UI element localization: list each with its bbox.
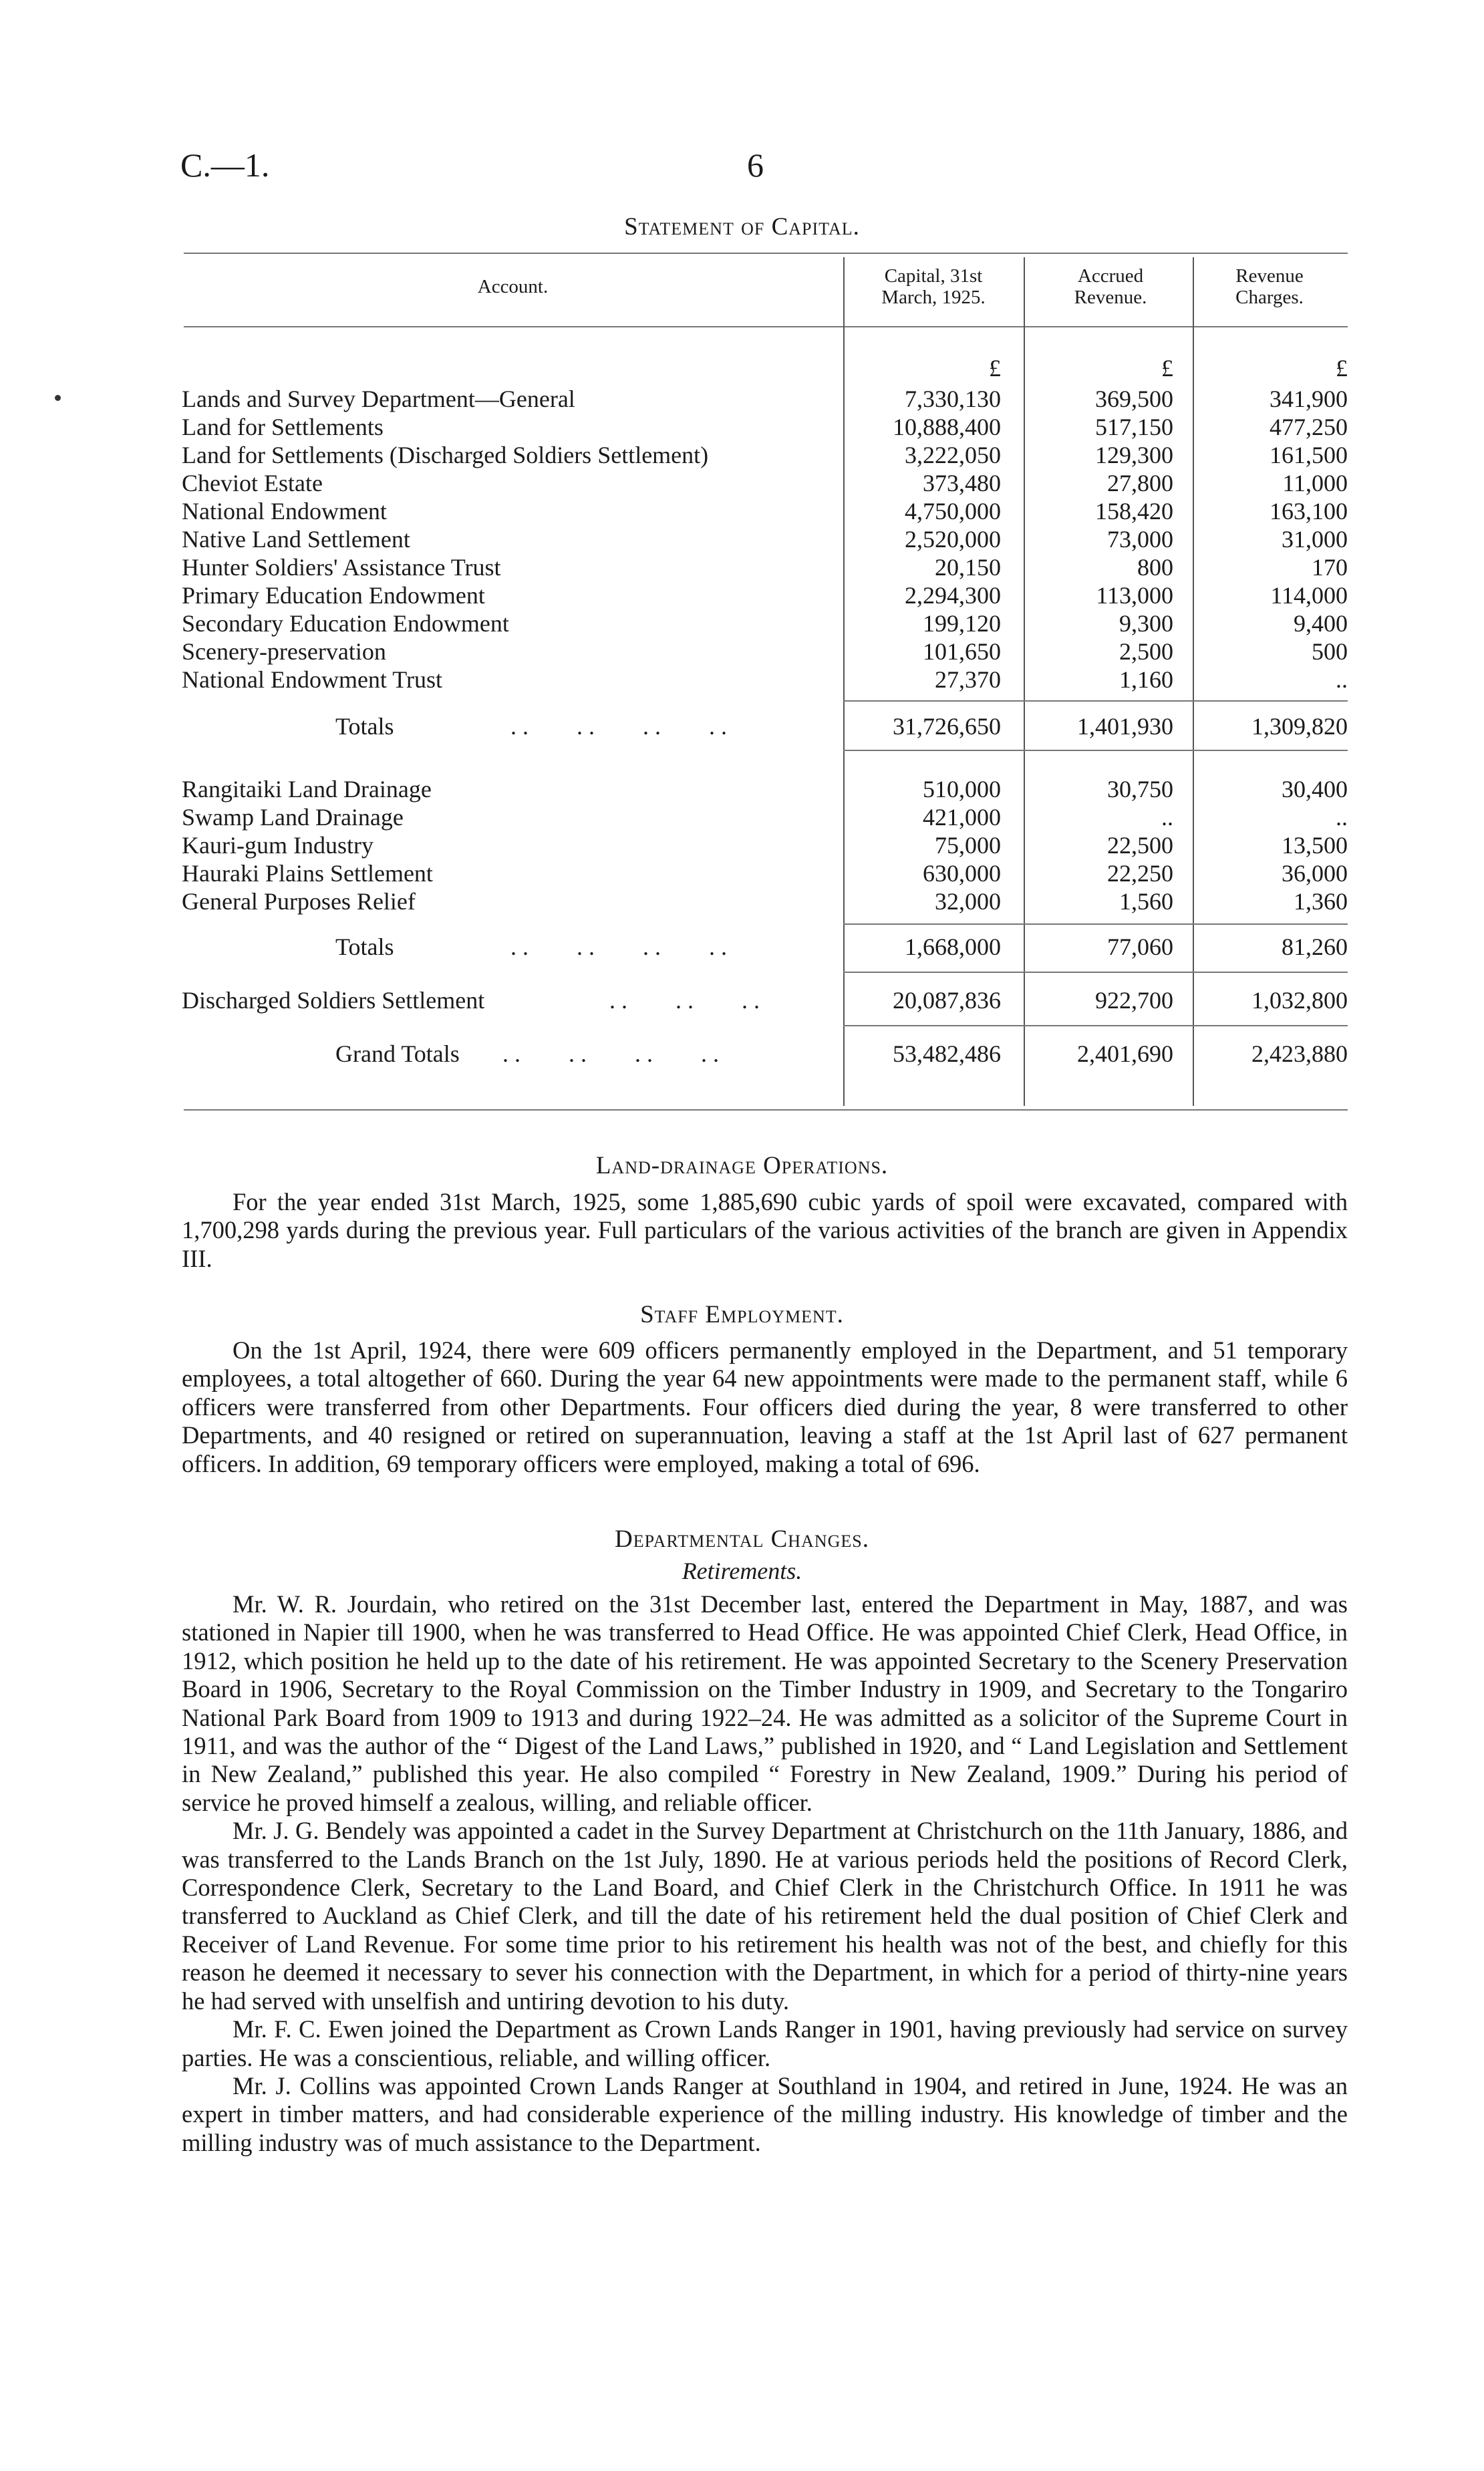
capital-title: Statement of Capital. <box>624 213 860 241</box>
accrued-value: 27,800 <box>1107 470 1173 496</box>
capital-value: 199,120 <box>923 610 1001 637</box>
col-head-accrued: Accrued Revenue. <box>1074 265 1147 308</box>
retirement-paragraph-collins: Mr. J. Collins was appointed Crown Lands Ranger at Southland in 1904, and retired in June, 1924. He was an expert in timber matters, and had considerable experience of the milling industry. His knowledge of timber and the milling industry was of much assistance to the Department. <box>182 2071 1348 2156</box>
accrued-value: 113,000 <box>1096 582 1173 609</box>
charges-value: 341,900 <box>1270 386 1348 412</box>
retirement-paragraph-jourdain: Mr. W. R. Jourdain, who retired on the 31st December last, entered the Department in May, 1887, and was stationed in Napier till 1900, when he was transferred to Head Office. He was appointed Chief Clerk, Head Office, in 1912, which position he held up to the date of his retirement. He was appointed Secretary to the Scenery Preservation Board in 1906, Secretary to the Royal Commission on the Timber Industry in 1909, and Secretary to the Tongariro National Park Board from 1909 to 1913 and during 1922–24. He was admitted as a solicitor of the Supreme Court in 1911, and was the author of the “ Digest of the Land Laws,” published in 1920, and “ Land Legislation and Settlement in New Zealand,” published this year. He also compiled “ Forestry in New Zealand, 1909.” During his period of service he proved himself a zealous, willing, and reliable officer. <box>182 1590 1348 1816</box>
margin-dot <box>55 395 61 401</box>
account-name: Hauraki Plains Settlement <box>182 860 433 887</box>
account-name: Kauri-gum Industry <box>182 832 374 859</box>
totals1-label: Totals <box>335 713 394 740</box>
charges-value: 500 <box>1312 638 1348 665</box>
table-row <box>182 525 1348 553</box>
charges-value: 31,000 <box>1282 526 1348 553</box>
table-row <box>182 553 1348 581</box>
grand-totals-leader: . . . . . . . . <box>502 1040 719 1067</box>
retirement-paragraph-bendely: Mr. J. G. Bendely was appointed a cadet in the Survey Department at Christchurch on the 11th January, 1886, and was transferred to the Lands Branch on the 1st July, 1890. He at various periods held the positions of Record Clerk, Correspondence Clerk, Secretary to the Land Board, and Chief Clerk in the Christchurch Office. In 1911 he was transferred to Auckland as Chief Clerk, and till the date of his retirement held the dual position of Chief Clerk and Receiver of Land Revenue. For some time prior to his retirement his health was not of the best, and chiefly for this reason he deemed it necessary to sever his connection with the Department, in which for a period of thirty-nine years he had served with unselfish and untiring devotion to his duty. <box>182 1817 1348 2015</box>
accrued-value: 1,160 <box>1119 666 1173 693</box>
table-row <box>182 609 1348 637</box>
capital-value: 421,000 <box>923 804 1001 831</box>
capital-value: 27,370 <box>935 666 1001 693</box>
discharged-accrued: 922,700 <box>1095 987 1173 1014</box>
table-row <box>182 497 1348 525</box>
retirement-paragraph-ewen: Mr. F. C. Ewen joined the Department as Crown Lands Ranger in 1901, having previously had service on survey parties. He was a conscientious, reliable, and willing officer. <box>182 2015 1348 2071</box>
accrued-value: 73,000 <box>1107 526 1173 553</box>
discharged-capital: 20,087,836 <box>893 987 1001 1014</box>
capital-value: 2,520,000 <box>905 526 1001 553</box>
discharged-leader: . . . . . . <box>609 987 760 1014</box>
table-row <box>182 666 1348 694</box>
table-row <box>182 831 1348 859</box>
totals1-rule <box>843 750 1348 751</box>
land-drainage-text <box>182 1188 1348 1273</box>
capital-value: 32,000 <box>935 888 1001 915</box>
col-head-account: Account. <box>477 276 549 297</box>
capital-value: 101,650 <box>923 638 1001 665</box>
grand-totals-row <box>182 1040 1348 1068</box>
accrued-value: 9,300 <box>1119 610 1173 637</box>
table-row <box>182 441 1348 469</box>
charges-value: 9,400 <box>1294 610 1348 637</box>
accrued-value: 158,420 <box>1095 498 1173 525</box>
table-row <box>182 469 1348 497</box>
totals2-rule <box>843 972 1348 973</box>
capital-value: 4,750,000 <box>905 498 1001 525</box>
account-name: Secondary Education Endowment <box>182 610 509 637</box>
charges-value: .. <box>1336 804 1348 831</box>
table-bottom-rule <box>184 1109 1348 1111</box>
accrued-value: 1,560 <box>1119 888 1173 915</box>
departmental-title: Departmental Changes. <box>615 1525 869 1553</box>
totals1-charges: 1,309,820 <box>1251 713 1348 740</box>
charges-value: 36,000 <box>1282 860 1348 887</box>
table-row <box>182 803 1348 831</box>
account-name: Land for Settlements (Discharged Soldiers Settlement) <box>182 442 709 468</box>
table-top-rule <box>184 253 1348 254</box>
discharged-rule <box>843 1025 1348 1026</box>
grand-totals-capital: 53,482,486 <box>893 1040 1001 1067</box>
table-row <box>182 413 1348 441</box>
currency-capital: £ <box>989 355 1001 382</box>
charges-value: 13,500 <box>1282 832 1348 859</box>
accrued-value: 129,300 <box>1095 442 1173 468</box>
totals1-capital: 31,726,650 <box>893 713 1001 740</box>
retirements-subtitle: Retirements. <box>682 1558 802 1584</box>
account-name: Swamp Land Drainage <box>182 804 404 831</box>
charges-value: .. <box>1336 666 1348 693</box>
staff-text <box>182 1336 1348 1478</box>
totals2-charges: 81,260 <box>1282 933 1348 960</box>
accrued-value: 517,150 <box>1095 414 1173 440</box>
paper-reference: C.—1. <box>180 146 270 184</box>
col-head-charges: Revenue Charges. <box>1235 265 1304 308</box>
charges-value: 1,360 <box>1294 888 1348 915</box>
discharged-charges: 1,032,800 <box>1251 987 1348 1014</box>
charges-value: 161,500 <box>1270 442 1348 468</box>
account-name: Primary Education Endowment <box>182 582 485 609</box>
account-name: Scenery-preservation <box>182 638 386 665</box>
currency-row <box>182 354 1348 382</box>
table-row <box>182 887 1348 915</box>
currency-accrued: £ <box>1161 355 1173 382</box>
col-head-capital: Capital, 31st March, 1925. <box>881 265 986 308</box>
charges-value: 30,400 <box>1282 776 1348 803</box>
staff-title: Staff Employment. <box>640 1301 844 1328</box>
charges-value: 11,000 <box>1282 470 1348 496</box>
table-row <box>182 581 1348 609</box>
accrued-value: 22,500 <box>1107 832 1173 859</box>
subtotal2-rule <box>843 923 1348 925</box>
account-name: Hunter Soldiers' Assistance Trust <box>182 554 501 581</box>
totals2-leader: . . . . . . . . <box>492 933 727 960</box>
account-name: National Endowment <box>182 498 387 525</box>
account-name: Rangitaiki Land Drainage <box>182 776 432 803</box>
account-name: Native Land Settlement <box>182 526 410 553</box>
totals1-row <box>182 712 1348 740</box>
discharged-row <box>182 986 1348 1014</box>
totals2-row <box>182 933 1348 961</box>
table-row <box>182 775 1348 803</box>
accrued-value: .. <box>1161 804 1173 831</box>
capital-value: 373,480 <box>923 470 1001 496</box>
totals1-accrued: 1,401,930 <box>1077 713 1173 740</box>
totals2-label: Totals <box>335 933 394 960</box>
grand-totals-label: Grand Totals <box>335 1040 460 1067</box>
charges-value: 114,000 <box>1270 582 1348 609</box>
charges-value: 163,100 <box>1270 498 1348 525</box>
table-row <box>182 859 1348 887</box>
table-row <box>182 637 1348 666</box>
capital-value: 2,294,300 <box>905 582 1001 609</box>
charges-value: 477,250 <box>1270 414 1348 440</box>
capital-value: 10,888,400 <box>893 414 1001 440</box>
totals2-capital: 1,668,000 <box>905 933 1001 960</box>
accrued-value: 30,750 <box>1107 776 1173 803</box>
capital-value: 75,000 <box>935 832 1001 859</box>
page-number: 6 <box>747 146 764 184</box>
account-name: Lands and Survey Department—General <box>182 386 575 412</box>
capital-value: 510,000 <box>923 776 1001 803</box>
capital-value: 7,330,130 <box>905 386 1001 412</box>
land-drainage-title: Land-drainage Operations. <box>595 1152 889 1179</box>
totals2-accrued: 77,060 <box>1107 933 1173 960</box>
accrued-value: 800 <box>1137 554 1173 581</box>
accrued-value: 22,250 <box>1107 860 1173 887</box>
grand-totals-accrued: 2,401,690 <box>1077 1040 1173 1067</box>
capital-value: 630,000 <box>923 860 1001 887</box>
totals1-leader: . . . . . . . . <box>492 713 727 740</box>
table-head-rule <box>184 326 1348 327</box>
currency-charges: £ <box>1336 355 1348 382</box>
charges-value: 170 <box>1312 554 1348 581</box>
land-drainage-paragraph: For the year ended 31st March, 1925, some 1,885,690 cubic yards of spoil were excavated, compared with 1,700,298 yards during the previous year. Full particulars of the various activities of the branch are given in Appendix III. <box>182 1188 1348 1272</box>
capital-value: 3,222,050 <box>905 442 1001 468</box>
grand-totals-charges: 2,423,880 <box>1251 1040 1348 1067</box>
account-name: National Endowment Trust <box>182 666 443 693</box>
account-name: Cheviot Estate <box>182 470 323 496</box>
capital-value: 20,150 <box>935 554 1001 581</box>
account-name: Land for Settlements <box>182 414 384 440</box>
accrued-value: 2,500 <box>1119 638 1173 665</box>
subtotal1-rule <box>843 700 1348 702</box>
account-name: General Purposes Relief <box>182 888 416 915</box>
accrued-value: 369,500 <box>1095 386 1173 412</box>
retirements-text <box>182 1590 1348 2157</box>
discharged-account: Discharged Soldiers Settlement <box>182 987 485 1014</box>
table-row <box>182 385 1348 413</box>
staff-paragraph: On the 1st April, 1924, there were 609 officers permanently employed in the Department, and 51 temporary employees, a total altogether of 660. During the year 64 new appointments were made to the permanent staff, while 6 officers were transferred from other Departments. Four officers died during the year, 8 were transferred to other Departments, and 40 resigned or retired on superannuation, leaving a staff at the 1st April last of 627 permanent officers. In addition, 69 temporary officers were employed, making a total of 696. <box>182 1336 1348 1477</box>
